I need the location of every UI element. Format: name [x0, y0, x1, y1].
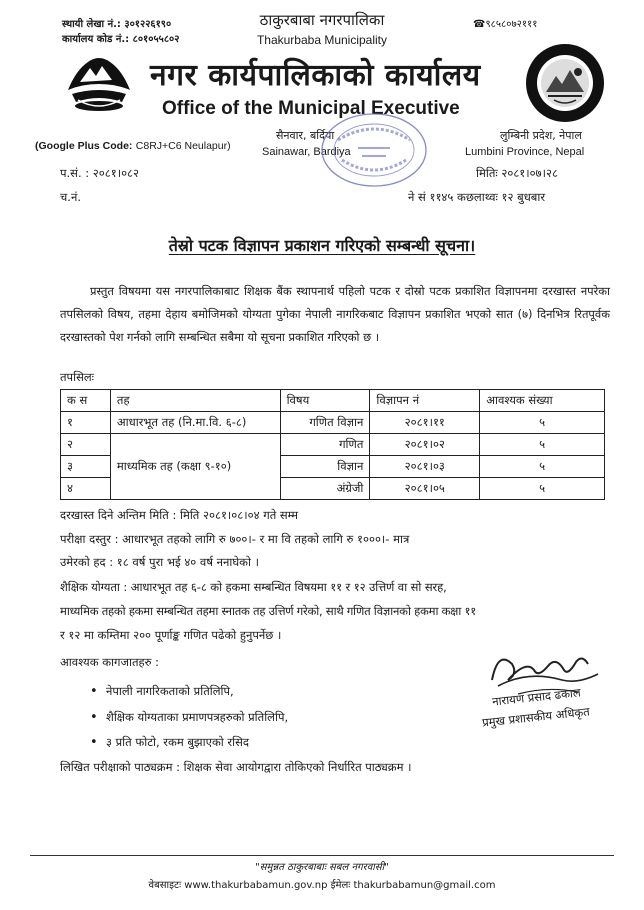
table-row	[61, 412, 605, 434]
application-deadline: दरखास्त दिने अन्तिम मिति : मिति २०८१।०८।०४ गते सम्म	[60, 508, 299, 522]
cell-advertisement-no: २०८१।११	[370, 412, 480, 434]
footer-contact: वेबसाइटः www.thakurbabamun.gov.np ईमेलः thakurbabamun@gmail.com	[148, 880, 496, 891]
address-np: सैनवार, बर्दिया	[276, 129, 335, 142]
qualification-line-2: माध्यमिक तहको हकमा सम्बन्धित तहमा स्नातक तह उत्तिर्ण गरेको, साथै गणित विज्ञानको हकमा कक्षा ११	[60, 604, 476, 618]
table-header-row	[61, 390, 605, 412]
cell-advertisement-no: २०८१।०२	[370, 434, 480, 456]
cell-serial: ४	[61, 478, 111, 500]
nepal-emblem-icon	[66, 50, 132, 114]
cell-serial: २	[61, 434, 111, 456]
cell-serial: १	[61, 412, 111, 434]
document-item: • ३ प्रति फोटो, रकम बुझाएको रसिद	[106, 735, 249, 750]
dispatch-number: च.नं.	[60, 190, 81, 204]
cell-required-count: ५	[480, 412, 605, 434]
issue-date: मितिः २०८१।०७।२८	[476, 166, 558, 180]
office-title-en: Office of the Municipal Executive	[162, 98, 460, 119]
cell-required-count: ५	[480, 456, 605, 478]
exam-fee: परीक्षा दस्तुर : आधारभूत तहको लागि रु ७००।- र मा वि तहको लागि रु १०००।- मात्र	[60, 532, 410, 546]
plus-code-value: C8RJ+C6 Neulapur)	[135, 140, 231, 152]
footer-divider	[30, 855, 614, 856]
tapasil-label: तपसिलः	[60, 370, 94, 384]
footer-slogan: "समुन्नत ठाकुरबाबाः सबल नगरवासी"	[255, 862, 389, 873]
document-item: • शैक्षिक योग्यताका प्रमाणपत्रहरुको प्रतिलिपि,	[106, 710, 288, 725]
nepal-samvat-date: ने सं ११४५ कछलाथ्वः १२ बुधबार	[408, 190, 546, 204]
cell-advertisement-no: २०८१।०३	[370, 456, 480, 478]
municipality-name-np: ठाकुरबाबा नगरपालिका	[259, 11, 385, 29]
qualification-line-1: शैक्षिक योग्यता : आधारभूत तह ६-८ को हकमा सम्बन्धित विषयमा ११ र १२ उत्तिर्ण वा सो सरह,	[60, 580, 447, 594]
cell-level: आधारभूत तह (नि.मा.वि. ६-८)	[110, 412, 280, 434]
municipality-logo-icon	[524, 42, 606, 124]
cell-level: माध्यमिक तह (कक्षा ९-१०)	[110, 434, 280, 500]
document-item: • नेपाली नागरिकताको प्रतिलिपि,	[106, 684, 234, 699]
notice-title-text: तेस्रो पटक विज्ञापन प्रकाशन गरिएको सम्बन्धी सूचना।	[168, 236, 476, 255]
header-serial: क स	[61, 390, 111, 412]
letter-number: प.सं. : २०८१।०८२	[60, 166, 140, 180]
qualification-line-3: र १२ मा कम्तिमा २०० पूर्णाङ्क गणित पढेको हुनुपर्नेछ ।	[60, 628, 282, 642]
cell-required-count: ५	[480, 478, 605, 500]
cell-serial: ३	[61, 456, 111, 478]
header-required-count: आवश्यक संख्या	[480, 390, 605, 412]
notice-paragraph	[60, 280, 610, 349]
official-stamp-icon	[318, 110, 430, 192]
office-title-np: नगर कार्यपालिकाको कार्यालय	[150, 58, 481, 93]
header-subject: विषय	[280, 390, 370, 412]
vacancy-table	[60, 389, 605, 500]
province-np: लुम्बिनी प्रदेश, नेपाल	[500, 129, 582, 142]
signatory-designation: प्रमुख प्रशासकीय अधिकृत	[481, 704, 591, 730]
notice-title	[0, 234, 644, 256]
signatory-name: नारायण प्रसाद ढकाल	[491, 685, 582, 709]
table-row	[61, 434, 605, 456]
municipality-name-en: Thakurbaba Municipality	[256, 33, 388, 47]
syllabus-line: लिखित परीक्षाको पाठ्यक्रम : शिक्षक सेवा आयोगद्वारा तोकिएको निर्धारित पाठ्यक्रम ।	[60, 760, 412, 774]
office-code: कार्यालय कोड नं.: ८०१०५५८०२	[62, 34, 180, 45]
header-level: तह	[110, 390, 280, 412]
phone-number: ☎९८५८०७२१११	[473, 19, 538, 30]
header-advertisement-no: विज्ञापन नं	[370, 390, 480, 412]
age-limit: उमेरको हद : १८ वर्ष पुरा भई ४० वर्ष ननाघेको ।	[60, 555, 259, 569]
cell-advertisement-no: २०८१।०५	[370, 478, 480, 500]
documents-label: आवश्यक कागजातहरु :	[60, 655, 160, 669]
plus-code-label: (Google Plus Code:	[35, 140, 133, 152]
address-en: Sainawar, Bardiya	[262, 146, 351, 158]
plus-code	[35, 140, 231, 152]
cell-subject: गणित विज्ञान	[280, 412, 370, 434]
cell-subject: गणित	[280, 434, 370, 456]
cell-required-count: ५	[480, 434, 605, 456]
cell-subject: अंग्रेजी	[280, 478, 370, 500]
province-en: Lumbini Province, Nepal	[465, 146, 585, 158]
permanent-account-number: स्थायी लेखा नं.: ३०१२२६१९०	[62, 19, 172, 30]
notice-paragraph-text: प्रस्तुत विषयमा यस नगरपालिकाबाट शिक्षक बैंक स्थापनार्थ पहिलो पटक र दोस्रो पटक प्रकाशित विज्ञापनमा दरखास्त नपरेका तपसिलको विषय, तहमा देहाय बमोजिमको योग्यता पुगेका नेपाली नागरिकबाट विज्ञापन प्रकाशित भएको सात (७) दिनभित्र रितपूर्वक दरखास्तको पेश गर्नको लागि सम्बन्धित सबैमा यो सूचना प्रकाशित गरिएको छ ।	[60, 284, 610, 344]
cell-subject: विज्ञान	[280, 456, 370, 478]
